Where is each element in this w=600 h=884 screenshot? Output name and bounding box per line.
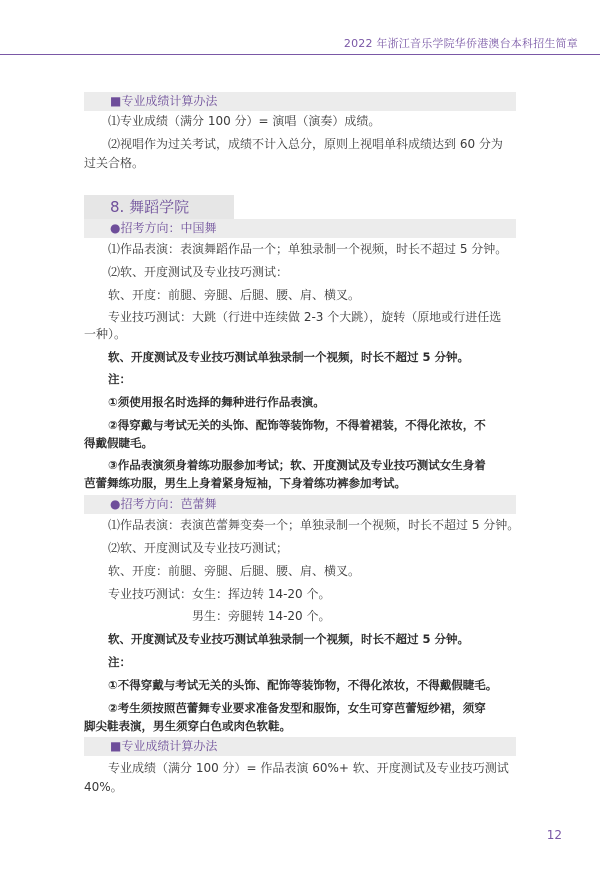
subheading-score-calculation: [84, 92, 516, 111]
paragraph-line-bold: 软、开度测试及专业技巧测试单独录制一个视频，时长不超过 5 分钟。: [108, 350, 470, 364]
paragraph-line: ⑴专业成绩（满分 100 分）= 演唱（演奏）成绩。: [108, 114, 381, 128]
subheading-label: ■专业成绩计算办法: [110, 739, 218, 753]
note-item: ③作品表演须身着练功服参加考试；软、开度测试及专业技巧测试女生身着: [108, 458, 486, 472]
paragraph-line: 40%。: [84, 780, 123, 794]
paragraph-line: ⑴作品表演：表演舞蹈作品一个；单独录制一个视频，时长不超过 5 分钟。: [108, 242, 508, 256]
note-item: ①须使用报名时选择的舞种进行作品表演。: [108, 395, 325, 409]
note-item: 脚尖鞋表演，男生须穿白色或肉色软鞋。: [84, 719, 291, 733]
paragraph-line: 过关合格。: [84, 156, 145, 170]
paragraph-line-bold: 软、开度测试及专业技巧测试单独录制一个视频，时长不超过 5 分钟。: [108, 632, 470, 646]
paragraph-line: 专业成绩（满分 100 分）= 作品表演 60%+ 软、开度测试及专业技巧测试: [108, 761, 509, 775]
note-item: ①不得穿戴与考试无关的头饰、配饰等装饰物，不得化浓妆，不得戴假睫毛。: [108, 678, 498, 692]
section-title-label: 8. 舞蹈学院: [110, 198, 190, 216]
subheading-label: ●招考方向：芭蕾舞: [110, 497, 217, 511]
paragraph-line: 专业技巧测试：女生：挥边转 14-20 个。: [108, 587, 331, 601]
paragraph-line: ⑵软、开度测试及专业技巧测试；: [108, 541, 289, 555]
note-label: 注：: [108, 372, 131, 386]
subheading-label: ■专业成绩计算办法: [110, 94, 218, 108]
note-item: 得戴假睫毛。: [84, 436, 153, 450]
paragraph-line: ⑴作品表演：表演芭蕾舞变奏一个；单独录制一个视频，时长不超过 5 分钟。: [108, 518, 520, 532]
page-number: 12: [546, 828, 562, 842]
header-title: 2022 年浙江音乐学院华侨港澳台本科招生简章: [343, 37, 578, 50]
note-item: 芭蕾舞练功服，男生上身着紧身短袖，下身着练功裤参加考试。: [84, 476, 406, 490]
paragraph-line: 软、开度：前腿、旁腿、后腿、腰、肩、横叉。: [108, 564, 361, 578]
paragraph-line: 专业技巧测试：大跳（行进中连续做 2-3 个大跳），旋转（原地或行进任选: [108, 310, 502, 324]
paragraph-line: 男生：旁腿转 14-20 个。: [192, 609, 331, 623]
paragraph-line: 一种）。: [84, 327, 127, 341]
section-title-dance-school: [84, 195, 234, 219]
subheading-score-calculation: [84, 737, 516, 756]
paragraph-line: 软、开度：前腿、旁腿、后腿、腰、肩、横叉。: [108, 288, 361, 302]
subheading-label: ●招考方向：中国舞: [110, 221, 217, 235]
note-label: 注：: [108, 655, 131, 669]
subheading-chinese-dance: [84, 219, 516, 238]
paragraph-line: ⑵视唱作为过关考试，成绩不计入总分，原则上视唱单科成绩达到 60 分为: [108, 137, 503, 151]
note-item: ②得穿戴与考试无关的头饰、配饰等装饰物，不得着裙装，不得化浓妆，不: [108, 418, 486, 432]
subheading-ballet: [84, 495, 516, 514]
paragraph-line: ⑵软、开度测试及专业技巧测试：: [108, 265, 289, 279]
header-divider: [0, 54, 600, 55]
note-item: ②考生须按照芭蕾舞专业要求准备发型和服饰，女生可穿芭蕾短纱裙，须穿: [108, 701, 486, 715]
